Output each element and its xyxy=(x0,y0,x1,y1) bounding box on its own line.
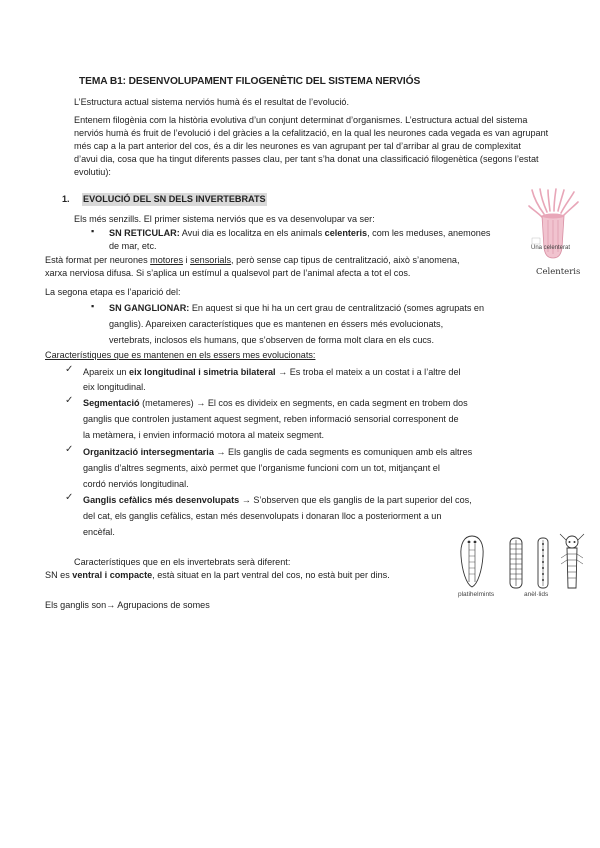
check-item-line: eix longitudinal. xyxy=(83,382,146,392)
intro-paragraph-line: evolutiu): xyxy=(74,167,111,177)
invertebrate-diff-text: Característiques que en els invertebrats serà diferent: xyxy=(74,557,291,567)
page-title: TEMA B1: DESENVOLUPAMENT FILOGENÈTIC DEL SISTEMA NERVIÓS xyxy=(79,76,421,87)
check-item-line: encèfal. xyxy=(83,527,115,537)
anelids-caption: anèl·lids xyxy=(524,591,549,598)
sn-ventral-text: SN es ventral i compacte, està situat en la part ventral del cos, no està buit per dins. xyxy=(45,570,390,580)
celenteris-small-caption: Una celenterat xyxy=(531,245,571,251)
platihelmints-caption: platihelmints xyxy=(458,591,495,598)
checkmark-icon: ✓ xyxy=(65,492,74,503)
format-text: Està format per neurones motores i sensorials, però sense cap tipus de centralització, això s’anomena, xyxy=(45,255,460,265)
format-text-line: xarxa nerviosa difusa. Si s’aplica un estímul a qualsevol part de l’animal afecta a tot el cos. xyxy=(45,268,411,278)
square-bullet-icon: ▪ xyxy=(91,301,95,311)
checkmark-icon: ✓ xyxy=(65,395,74,406)
check-item-line: del cat, els ganglis cefàlics, estan més desenvolupats i donaran lloc a posteriorment a un xyxy=(83,511,442,521)
check-item-line: la metàmera, i envien informació motora al mateix segment. xyxy=(83,430,325,440)
check-item: Segmentació (metameres) → El cos es divideix en segments, en cada segment en trobem dos xyxy=(83,398,468,408)
check-item-line: ganglis que controlen justament aquest segment, reben informació sensorial corresponent de xyxy=(83,414,459,424)
checkmark-icon: ✓ xyxy=(65,444,74,455)
reticular-item: SN RETICULAR: Avui dia es localitza en els animals celenteris, com les meduses, anemones xyxy=(109,228,491,238)
second-stage-text: La segona etapa es l’aparició del: xyxy=(45,287,181,297)
check-item-line: ganglis d’altres segments, això permet que l’organisme funcioni com un tot, mitjançant el xyxy=(83,463,440,473)
ganglionar-item-line: vertebrats, inclosos els humans, que s’observen de forma molt clara en els cucs. xyxy=(109,335,434,345)
check-item-line: cordó nerviós longitudinal. xyxy=(83,479,189,489)
checkmark-icon: ✓ xyxy=(65,364,74,375)
intro-paragraph-line: nerviós humà és fruit de l’evolució i del gràcies a la cefalització, en la qual les neurones cada vegada es van agrupant xyxy=(74,128,549,138)
ganglis-text: Els ganglis son→ Agrupacions de somes xyxy=(45,600,210,610)
check-item: Apareix un eix longitudinal i simetria bilateral → Es troba el mateix a un costat i a l’altre del xyxy=(83,367,461,377)
celenteris-illustration xyxy=(528,188,580,264)
square-bullet-icon: ▪ xyxy=(91,226,95,236)
celenteris-caption: Celenteris xyxy=(536,267,581,277)
intro-paragraph-line: més cap a la part anterior del cos, és a dir les neurones es van agrupant per tal d’arribar al grau de complexitat xyxy=(74,141,521,151)
section-heading: EVOLUCIÓ DEL SN DELS INVERTEBRATS xyxy=(83,194,266,204)
intro-line: L’Estructura actual sistema nerviós humà és el resultat de l’evolució. xyxy=(74,97,349,107)
check-item: Ganglis cefàlics més desenvolupats → S’observen que els ganglis de la part superior del cos, xyxy=(83,495,472,505)
characteristics-heading: Característiques que es mantenen en els essers mes evolucionats: xyxy=(45,350,316,360)
simplest-text: Els més senzills. El primer sistema nerviós que es va desenvolupar va ser: xyxy=(74,214,375,224)
check-item: Organització intersegmentaria → Els ganglis de cada segments es comuniquen amb els altres xyxy=(83,447,473,457)
intro-paragraph-line: d’avui dia, cosa que ha tingut diferents passes clau, per tant s’ha donat una classificació filogenètica (segons l’estat xyxy=(74,154,539,164)
reticular-item-line: de mar, etc. xyxy=(109,241,157,251)
intro-paragraph-line: Entenem filogènia com la història evolutiva d’un conjunt determinat d’organismes. L’estructura actual del sistema xyxy=(74,115,528,125)
section-number: 1. xyxy=(62,194,70,204)
worms-illustration xyxy=(452,532,588,590)
ganglionar-item-line: ganglis). Apareixen característiques que es mantenen en éssers més evolucionats, xyxy=(109,319,444,329)
ganglionar-item: SN GANGLIONAR: En aquest si que hi ha un cert grau de centralització (somes agrupats en xyxy=(109,303,485,313)
